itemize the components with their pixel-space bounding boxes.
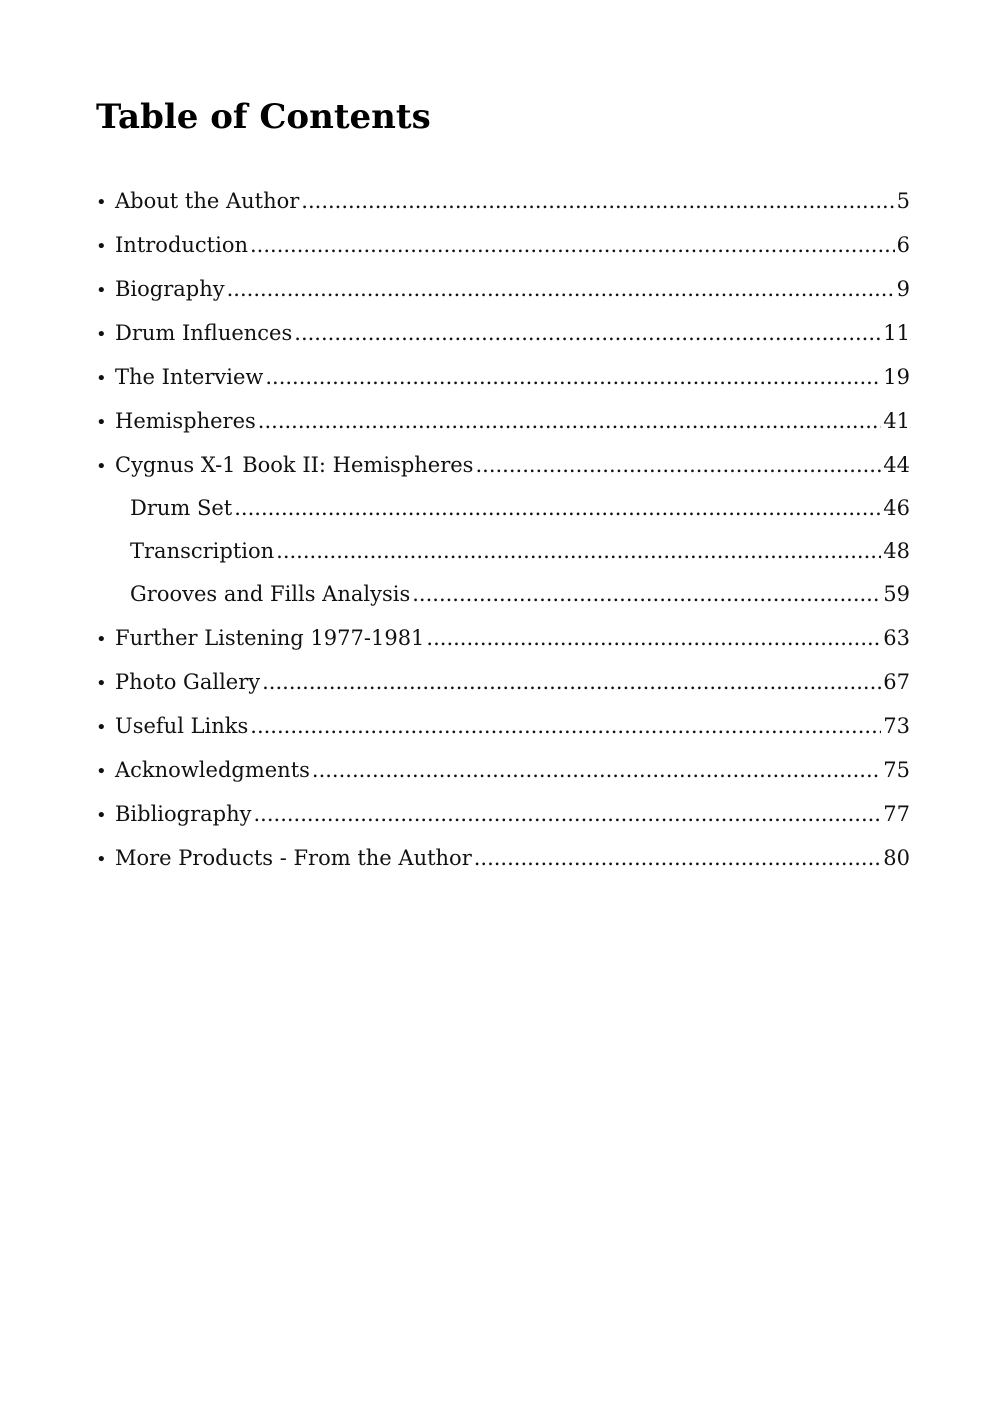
toc-entry-page-number: 11	[883, 321, 910, 345]
toc-entry-page-number: 6	[896, 233, 910, 257]
toc-subentry-transcription[interactable]	[96, 530, 910, 573]
dot-leader	[265, 355, 881, 399]
dot-leader	[254, 792, 882, 836]
toc-entry-label: Useful Links	[115, 714, 249, 738]
toc-entry-drum-influences[interactable]	[96, 311, 910, 355]
bullet-icon: •	[96, 368, 107, 389]
toc-entry-page-number: 73	[883, 714, 910, 738]
toc-entry-page-number: 63	[883, 626, 910, 650]
toc-entry-biography[interactable]	[96, 267, 910, 311]
toc-entry-label: Hemispheres	[115, 409, 256, 433]
toc-entry-label: Acknowledgments	[115, 758, 310, 782]
dot-leader	[412, 573, 881, 616]
toc-entry-label: Bibliography	[115, 802, 252, 826]
toc-entry-page-number: 48	[883, 539, 910, 563]
toc-entry-label: About the Author	[115, 189, 300, 213]
toc-entry-label: The Interview	[115, 365, 264, 389]
toc-entry-acknowledgments[interactable]	[96, 748, 910, 792]
toc-entry-hemispheres[interactable]	[96, 399, 910, 443]
bullet-icon: •	[96, 412, 107, 433]
toc-entry-label: More Products - From the Author	[115, 846, 472, 870]
bullet-icon: •	[96, 280, 107, 301]
dot-leader	[312, 748, 881, 792]
toc-entry-about-the-author[interactable]	[96, 179, 910, 223]
toc-entry-label: Drum Influences	[115, 321, 293, 345]
toc-list	[96, 179, 910, 880]
toc-entry-label: Drum Set	[130, 496, 233, 520]
toc-entry-label: Photo Gallery	[115, 670, 261, 694]
toc-entry-the-interview[interactable]	[96, 355, 910, 399]
dot-leader	[262, 660, 881, 704]
toc-entry-page-number: 59	[883, 582, 910, 606]
toc-entry-label: Cygnus X-1 Book II: Hemispheres	[115, 453, 474, 477]
toc-subentry-grooves-and-fills-analysis[interactable]	[96, 573, 910, 616]
bullet-icon: •	[96, 324, 107, 345]
toc-entry-page-number: 46	[883, 496, 910, 520]
toc-entry-label: Grooves and Fills Analysis	[130, 582, 411, 606]
dot-leader	[426, 616, 881, 660]
dot-leader	[227, 267, 895, 311]
toc-entry-page-number: 77	[883, 802, 910, 826]
bullet-icon: •	[96, 849, 107, 870]
toc-entry-label: Transcription	[130, 539, 275, 563]
toc-entry-page-number: 67	[883, 670, 910, 694]
dot-leader	[294, 311, 881, 355]
toc-entry-label: Biography	[115, 277, 225, 301]
bullet-icon: •	[96, 236, 107, 257]
toc-entry-label: Introduction	[115, 233, 248, 257]
toc-entry-label: Further Listening 1977-1981	[115, 626, 425, 650]
dot-leader	[301, 179, 894, 223]
dot-leader	[250, 223, 895, 267]
bullet-icon: •	[96, 761, 107, 782]
toc-entry-cygnus-x-1-book-ii[interactable]	[96, 443, 910, 487]
dot-leader	[250, 704, 881, 748]
dot-leader	[474, 836, 882, 880]
page-title: Table of Contents	[96, 97, 431, 137]
bullet-icon: •	[96, 456, 107, 477]
toc-entry-bibliography[interactable]	[96, 792, 910, 836]
toc-entry-page-number: 41	[883, 409, 910, 433]
toc-entry-further-listening[interactable]	[96, 616, 910, 660]
bullet-icon: •	[96, 805, 107, 826]
toc-entry-introduction[interactable]	[96, 223, 910, 267]
bullet-icon: •	[96, 673, 107, 694]
toc-subentry-drum-set[interactable]	[96, 487, 910, 530]
toc-entry-page-number: 80	[883, 846, 910, 870]
toc-entry-more-products[interactable]	[96, 836, 910, 880]
dot-leader	[234, 487, 881, 530]
bullet-icon: •	[96, 717, 107, 738]
dot-leader	[276, 530, 881, 573]
bullet-icon: •	[96, 629, 107, 650]
toc-entry-page-number: 5	[896, 189, 910, 213]
toc-entry-page-number: 9	[896, 277, 910, 301]
dot-leader	[475, 443, 881, 487]
bullet-icon: •	[96, 192, 107, 213]
dot-leader	[258, 399, 881, 443]
toc-entry-photo-gallery[interactable]	[96, 660, 910, 704]
toc-entry-page-number: 44	[883, 453, 910, 477]
toc-entry-page-number: 19	[883, 365, 910, 389]
toc-entry-page-number: 75	[883, 758, 910, 782]
toc-entry-useful-links[interactable]	[96, 704, 910, 748]
